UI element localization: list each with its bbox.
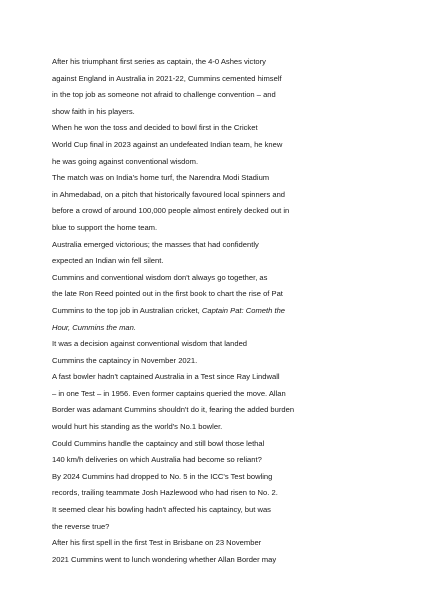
text-line: 2021 Cummins went to lunch wondering whether Allan Border may <box>52 554 277 564</box>
text-line-with-title <box>52 320 392 337</box>
text-line: Cummins and conventional wisdom don't always go together, as <box>52 272 268 282</box>
text-line: When he won the toss and decided to bowl first in the Cricket <box>52 123 258 133</box>
text-line: Cummins the captaincy in November 2021. <box>52 355 198 365</box>
text-line: show faith in his players. <box>52 106 135 116</box>
text-line: before a crowd of around 100,000 people almost entirely decked out in <box>52 206 290 216</box>
text-line: A fast bowler hadn't captained Australia in a Test since Ray Lindwall <box>52 372 280 382</box>
text-line: Border was adamant Cummins shouldn't do it, fearing the added burden <box>52 405 295 415</box>
text-line: Cummins to the top job in Australian cricket, <box>52 305 200 315</box>
text-line: records, trailing teammate Josh Hazlewood who had risen to No. 2. <box>52 488 278 498</box>
text-line: World Cup final in 2023 against an undefeated Indian team, he knew <box>52 139 283 149</box>
text-line: Could Cummins handle the captaincy and still bowl those lethal <box>52 438 265 448</box>
text-line: After his first spell in the first Test in Brisbane on 23 November <box>52 538 262 548</box>
book-title: Hour, Cummins the man. <box>52 322 136 332</box>
text-line: It was a decision against conventional wisdom that landed <box>52 339 248 349</box>
text-line-with-title <box>52 303 392 320</box>
text-line: the late Ron Reed pointed out in the first book to chart the rise of Pat <box>52 289 283 299</box>
text-line: Australia emerged victorious; the masses that had confidently <box>52 239 259 249</box>
text-line: After his triumphant first series as captain, the 4-0 Ashes victory <box>52 57 266 66</box>
text-line: By 2024 Cummins had dropped to No. 5 in the ICC's Test bowling <box>52 471 273 481</box>
text-line: 140 km/h deliveries on which Australia had become so reliant? <box>52 455 262 465</box>
text-line: The match was on India's home turf, the Narendra Modi Stadium <box>52 173 270 183</box>
text-line: against England in Australia in 2021-22, Cummins cemented himself <box>52 73 282 83</box>
text-line: – in one Test – in 1956. Even former captains queried the move. Allan <box>52 388 286 398</box>
text-line: he was going against conventional wisdom. <box>52 156 199 166</box>
text-line: in the top job as someone not afraid to challenge convention – and <box>52 90 276 100</box>
text-line: in Ahmedabad, on a pitch that historically favoured local spinners and <box>52 189 286 199</box>
text-line: blue to support the home team. <box>52 222 158 232</box>
text-line: expected an Indian win fell silent. <box>52 256 164 266</box>
book-title: Captain Pat: Cometh the <box>201 305 286 315</box>
text-line: the reverse true? <box>52 521 110 531</box>
article-body <box>52 54 392 568</box>
text-line: It seemed clear his bowling hadn't affected his captaincy, but was <box>52 505 271 515</box>
text-line: would hurt his standing as the world's No.1 bowler. <box>52 422 223 432</box>
